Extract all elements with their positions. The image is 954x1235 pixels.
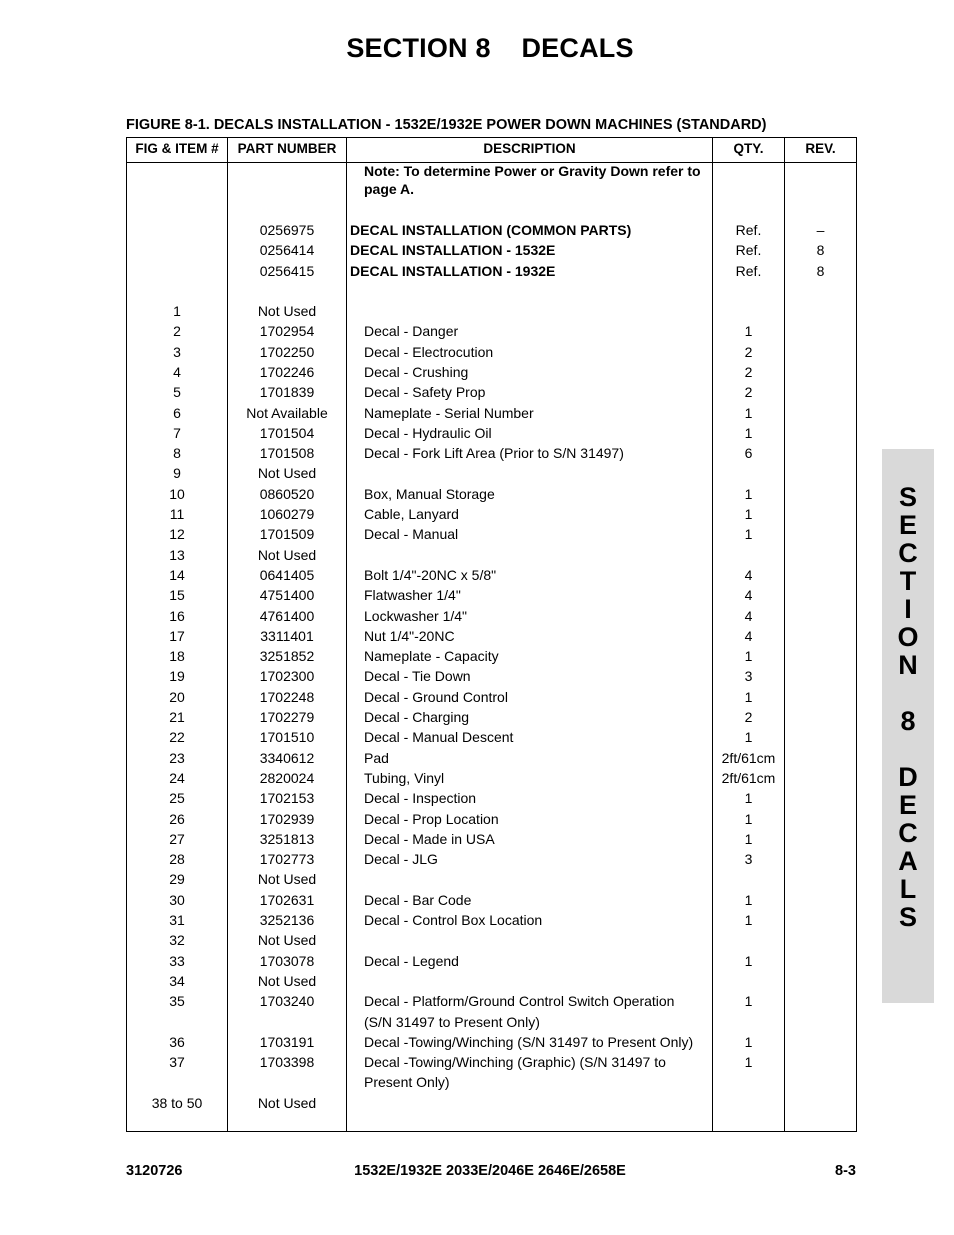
side-tab-letter: N — [898, 650, 918, 680]
column-divider — [784, 137, 785, 1132]
row-part-number: 1702939 — [259, 810, 315, 827]
row-qty: 1 — [744, 891, 753, 908]
row-fig-item: 15 — [169, 587, 185, 604]
row-part-number: 1701510 — [259, 729, 315, 746]
row-fig-item: 6 — [173, 404, 181, 421]
row-description: Decal - Made in USA — [364, 830, 495, 847]
row-fig-item: 35 — [169, 993, 185, 1010]
row-qty: 1 — [744, 648, 753, 665]
row-qty: 1 — [744, 830, 753, 847]
row-qty: 2 — [744, 343, 753, 360]
row-part-number: Not Used — [257, 546, 317, 563]
row-part-number: Not Used — [257, 303, 317, 319]
side-tab-letter: S — [898, 902, 917, 932]
row-part-number: 1703240 — [259, 993, 315, 1010]
assembly-description: DECAL INSTALLATION (COMMON PARTS) — [350, 222, 632, 238]
row-fig-item: 19 — [169, 668, 185, 685]
row-fig-item: 36 — [169, 1033, 185, 1050]
row-part-number: 1702250 — [259, 343, 315, 360]
row-qty: 1 — [744, 485, 753, 502]
row-part-number: 3311401 — [260, 627, 314, 644]
row-description: Pad — [364, 749, 389, 766]
row-description: Box, Manual Storage — [364, 485, 495, 502]
row-part-number: 1701508 — [259, 445, 315, 462]
row-fig-item: 4 — [173, 363, 181, 380]
side-tab-letter: T — [899, 566, 917, 596]
row-part-number: Not Used — [257, 932, 317, 949]
header-qty: QTY. — [733, 141, 764, 156]
side-tab-letter: E — [898, 510, 917, 540]
row-description: Cable, Lanyard — [364, 506, 459, 522]
row-fig-item: 17 — [169, 627, 185, 644]
row-qty: 4 — [744, 587, 753, 604]
row-fig-item: 7 — [173, 424, 181, 441]
row-part-number: 1701509 — [259, 526, 315, 543]
header-description: DESCRIPTION — [483, 141, 576, 156]
row-fig-item: 1 — [173, 303, 181, 319]
row-fig-item: 33 — [169, 952, 185, 969]
row-description: Decal - Crushing — [364, 363, 469, 380]
row-fig-item: 10 — [169, 485, 185, 502]
row-fig-item: 28 — [169, 851, 185, 868]
row-fig-item: 12 — [169, 526, 185, 543]
assembly-part-number: 0256415 — [259, 262, 315, 279]
row-fig-item: 2 — [173, 323, 181, 340]
row-description: Decal - Tie Down — [364, 668, 471, 685]
row-part-number: 0641405 — [259, 566, 315, 583]
row-fig-item: 21 — [169, 709, 185, 725]
row-description-cont: Present Only) — [364, 1074, 450, 1091]
row-fig-item: 22 — [169, 729, 185, 746]
row-qty: 1 — [744, 404, 753, 421]
row-fig-item: 38 to 50 — [151, 1094, 203, 1111]
row-part-number: 0860520 — [259, 485, 315, 502]
row-qty: 2ft/61cm — [721, 769, 776, 786]
row-description: Decal - Inspection — [364, 790, 477, 807]
row-part-number: 1703398 — [259, 1054, 315, 1071]
footer-page-number: 8-3 — [835, 1163, 856, 1179]
row-qty: 4 — [744, 566, 753, 583]
row-fig-item: 13 — [169, 546, 185, 563]
row-qty: 1 — [744, 790, 753, 807]
row-part-number: 4751400 — [259, 587, 315, 604]
row-part-number: 1702153 — [259, 790, 315, 807]
row-description: Flatwasher 1/4" — [364, 587, 461, 604]
row-part-number: 3340612 — [259, 749, 315, 766]
row-fig-item: 11 — [169, 506, 185, 522]
row-description: Decal - Manual — [364, 526, 459, 543]
row-description: Decal - Safety Prop — [364, 384, 486, 401]
row-fig-item: 26 — [169, 810, 185, 827]
section-side-tab — [882, 449, 934, 1003]
row-fig-item: 9 — [173, 465, 181, 482]
row-fig-item: 34 — [169, 972, 185, 989]
row-part-number: Not Available — [246, 404, 328, 421]
row-qty: 2 — [744, 709, 753, 725]
row-fig-item: 3 — [173, 343, 181, 360]
row-qty: 1 — [744, 506, 753, 522]
figure-title: FIGURE 8-1. DECALS INSTALLATION - 1532E/1932E POWER DOWN MACHINES (STANDARD) — [126, 117, 767, 133]
row-description: Decal - JLG — [364, 851, 438, 868]
row-qty: 2ft/61cm — [721, 749, 776, 766]
row-part-number: 1702954 — [259, 323, 315, 340]
row-description: Decal - Manual Descent — [364, 729, 514, 746]
row-part-number: 3251852 — [259, 648, 315, 665]
row-qty: 4 — [744, 607, 753, 624]
row-fig-item: 31 — [169, 912, 185, 928]
row-part-number: 1701504 — [259, 424, 315, 441]
row-description: Decal - Ground Control — [364, 688, 508, 705]
row-description: Bolt 1/4"-20NC x 5/8" — [364, 566, 497, 583]
row-qty: 1 — [744, 912, 753, 928]
row-description: Lockwasher 1/4" — [364, 607, 468, 624]
assembly-rev: 8 — [816, 262, 825, 279]
row-part-number: 4761400 — [259, 607, 315, 624]
row-fig-item: 30 — [169, 891, 185, 908]
row-part-number: 1702773 — [259, 851, 315, 868]
row-fig-item: 23 — [169, 749, 185, 766]
row-part-number: 3252136 — [259, 912, 315, 928]
assembly-qty: Ref. — [735, 262, 762, 279]
section-title: SECTION 8 DECALS — [346, 33, 634, 63]
row-fig-item: 5 — [173, 384, 181, 401]
row-fig-item: 37 — [169, 1054, 185, 1071]
row-description: Decal - Electrocution — [364, 343, 494, 360]
row-description: Decal - Control Box Location — [364, 912, 543, 928]
row-fig-item: 27 — [169, 830, 185, 847]
row-part-number: 1702300 — [259, 668, 315, 685]
side-tab-letter: C — [898, 818, 918, 848]
side-tab-letter: S — [898, 482, 917, 512]
row-part-number: 3251813 — [259, 830, 315, 847]
row-fig-item: 32 — [169, 932, 185, 949]
row-qty: 1 — [744, 688, 753, 705]
assembly-rev: 8 — [816, 242, 825, 259]
row-qty: 3 — [744, 851, 753, 868]
row-description: Tubing, Vinyl — [364, 769, 445, 786]
row-fig-item: 8 — [173, 445, 181, 462]
row-description: Decal - Hydraulic Oil — [364, 424, 492, 441]
side-tab-letter: I — [904, 594, 912, 624]
row-fig-item: 18 — [169, 648, 185, 665]
row-qty: 1 — [744, 729, 753, 746]
row-part-number: 1701839 — [259, 384, 315, 401]
header-fig-item: FIG & ITEM # — [135, 141, 219, 156]
row-qty: 1 — [744, 323, 753, 340]
row-fig-item: 14 — [169, 566, 185, 583]
assembly-rev: – — [816, 222, 825, 238]
row-qty: 1 — [744, 810, 753, 827]
row-qty: 1 — [744, 1054, 753, 1071]
row-part-number: 1702248 — [259, 688, 315, 705]
row-description-cont: (S/N 31497 to Present Only) — [364, 1013, 540, 1030]
assembly-part-number: 0256975 — [259, 222, 315, 238]
row-description: Decal - Legend — [364, 952, 459, 969]
row-part-number: 1702246 — [259, 363, 315, 380]
assembly-description: DECAL INSTALLATION - 1932E — [350, 262, 556, 279]
row-qty: 4 — [744, 627, 753, 644]
row-part-number: 1702279 — [259, 709, 315, 725]
header-rev: REV. — [805, 141, 836, 156]
assembly-part-number: 0256414 — [259, 242, 315, 259]
row-part-number: 1703078 — [259, 952, 315, 969]
side-tab-letter: C — [898, 538, 918, 568]
row-part-number: Not Used — [257, 1094, 317, 1111]
row-part-number: 2820024 — [259, 769, 315, 786]
row-part-number: Not Used — [257, 871, 317, 888]
row-description: Nut 1/4"-20NC — [364, 627, 455, 644]
side-tab-letter: L — [899, 874, 917, 904]
assembly-qty: Ref. — [735, 222, 762, 238]
row-qty: 3 — [744, 668, 753, 685]
row-qty: 1 — [744, 993, 753, 1010]
row-qty: 2 — [744, 384, 753, 401]
row-qty: 1 — [744, 952, 753, 969]
footer-models: 1532E/1932E 2033E/2046E 2646E/2658E — [354, 1163, 626, 1179]
row-part-number: 1060279 — [259, 506, 315, 522]
row-qty: 2 — [744, 363, 753, 380]
row-part-number: 1702631 — [259, 891, 315, 908]
row-part-number: 1703191 — [259, 1033, 315, 1050]
row-part-number: Not Used — [257, 465, 317, 482]
row-qty: 6 — [744, 445, 753, 462]
row-description: Decal -Towing/Winching (Graphic) (S/N 31497 to — [364, 1054, 666, 1071]
side-tab-letter: D — [898, 762, 918, 792]
row-fig-item: 24 — [169, 769, 185, 786]
row-fig-item: 20 — [169, 688, 185, 705]
assembly-qty: Ref. — [735, 242, 762, 259]
row-description: Decal - Charging — [364, 709, 470, 725]
row-description: Decal - Platform/Ground Control Switch Operation — [364, 993, 675, 1010]
row-part-number: Not Used — [257, 972, 317, 989]
row-qty: 1 — [744, 424, 753, 441]
row-qty: 1 — [744, 1033, 753, 1050]
header-part-number: PART NUMBER — [237, 141, 337, 156]
row-qty: 1 — [744, 526, 753, 543]
row-description: Nameplate - Capacity — [364, 648, 499, 665]
side-tab-letter: 8 — [900, 706, 916, 736]
row-fig-item: 25 — [169, 790, 185, 807]
row-description: Nameplate - Serial Number — [364, 404, 534, 421]
row-description: Decal - Bar Code — [364, 891, 472, 908]
row-description: Decal -Towing/Winching (S/N 31497 to Present Only) — [364, 1033, 694, 1050]
row-fig-item: 29 — [169, 871, 185, 888]
footer-doc-number: 3120726 — [126, 1163, 183, 1179]
table-note: Note: To determine Power or Gravity Down refer to page A. — [364, 163, 701, 197]
column-divider — [346, 137, 347, 1132]
side-tab-letter: A — [898, 846, 918, 876]
row-description: Decal - Prop Location — [364, 810, 499, 827]
assembly-description: DECAL INSTALLATION - 1532E — [350, 242, 556, 259]
side-tab-letter: O — [897, 622, 919, 652]
side-tab-letter: E — [898, 790, 917, 820]
row-description: Decal - Fork Lift Area (Prior to S/N 31497) — [364, 445, 624, 462]
row-fig-item: 16 — [169, 607, 185, 624]
row-description: Decal - Danger — [364, 323, 459, 340]
